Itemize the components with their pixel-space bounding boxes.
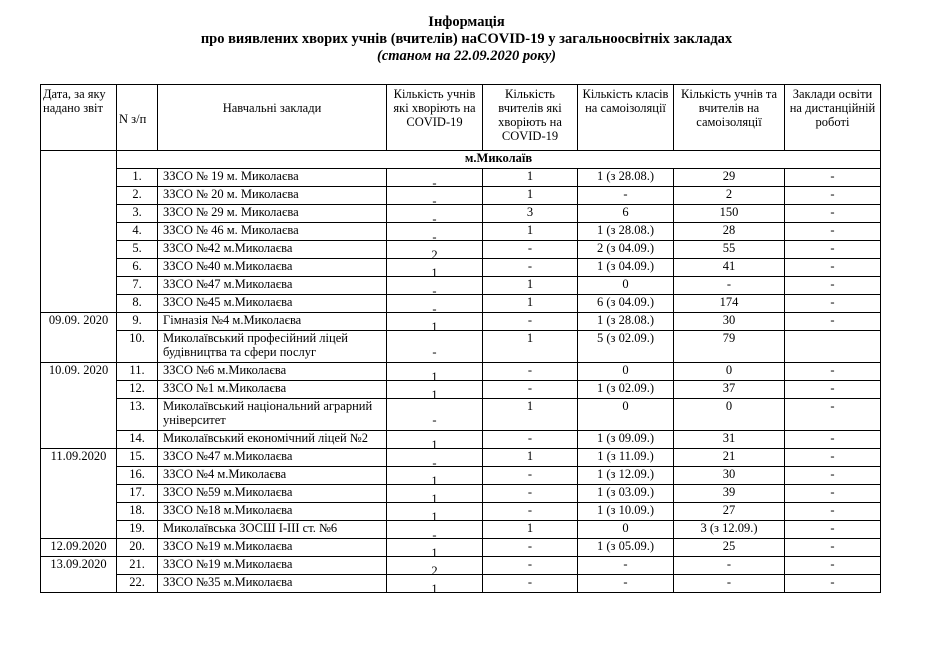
students-sick-value: -: [432, 229, 437, 244]
header-people-isolated: Кількість учнів та вчителів на самоізоляції: [674, 85, 785, 151]
row-number: 19.: [117, 521, 158, 539]
row-number: 7.: [117, 277, 158, 295]
school-name: ЗЗСО №19 м.Миколаєва: [158, 539, 387, 557]
people-isolated-cell: 28: [674, 223, 785, 241]
students-sick-value: -: [432, 455, 437, 470]
row-number: 22.: [117, 575, 158, 593]
table-row: [41, 521, 881, 539]
school-name: ЗЗСО № 46 м. Миколаєва: [158, 223, 387, 241]
distance-cell: -: [785, 277, 881, 295]
table-row: [41, 277, 881, 295]
city-row: [41, 151, 881, 169]
people-isolated-cell: 30: [674, 467, 785, 485]
row-number: 3.: [117, 205, 158, 223]
row-number: 8.: [117, 295, 158, 313]
teachers-sick-cell: 3: [483, 205, 578, 223]
students-sick-value: 1: [431, 265, 438, 280]
table-row: [41, 485, 881, 503]
teachers-sick-cell: -: [483, 557, 578, 575]
date-cell: 13.09.2020: [41, 557, 117, 575]
school-name: ЗЗСО №35 м.Миколаєва: [158, 575, 387, 593]
table-row: [41, 313, 881, 331]
students-sick-value: -: [432, 283, 437, 298]
table-row: [41, 539, 881, 557]
table-row: [41, 503, 881, 521]
row-number: 21.: [117, 557, 158, 575]
people-isolated-cell: 3 (з 12.09.): [674, 521, 785, 539]
distance-cell: -: [785, 399, 881, 431]
people-isolated-cell: -: [674, 277, 785, 295]
people-isolated-cell: 37: [674, 381, 785, 399]
teachers-sick-cell: -: [483, 363, 578, 381]
people-isolated-cell: 150: [674, 205, 785, 223]
table-row: [41, 205, 881, 223]
school-name: ЗЗСО №45 м.Миколаєва: [158, 295, 387, 313]
row-number: 14.: [117, 431, 158, 449]
table-row: [41, 467, 881, 485]
table-row: [41, 363, 881, 381]
students-sick-value: 1: [431, 369, 438, 384]
distance-cell: -: [785, 381, 881, 399]
classes-isolated-cell: 1 (з 12.09.): [578, 467, 674, 485]
school-name: Гімназія №4 м.Миколаєва: [158, 313, 387, 331]
students-sick-value: 1: [431, 437, 438, 452]
table-row: [41, 399, 881, 431]
distance-cell: [785, 331, 881, 363]
people-isolated-cell: 2: [674, 187, 785, 205]
date-cell: 09.09. 2020: [41, 313, 117, 331]
school-name: ЗЗСО №40 м.Миколаєва: [158, 259, 387, 277]
table-row: [41, 223, 881, 241]
table-row: [41, 431, 881, 449]
table-row: [41, 187, 881, 205]
date-cell: [41, 431, 117, 449]
teachers-sick-cell: -: [483, 431, 578, 449]
header-teachers-sick: Кількість вчителів які хворіють на COVID-19: [483, 85, 578, 151]
teachers-sick-cell: -: [483, 313, 578, 331]
school-name: ЗЗСО №4 м.Миколаєва: [158, 467, 387, 485]
students-sick-value: 1: [431, 545, 438, 560]
row-number: 2.: [117, 187, 158, 205]
distance-cell: -: [785, 431, 881, 449]
school-name: ЗЗСО № 29 м. Миколаєва: [158, 205, 387, 223]
table-header-row: [41, 85, 881, 151]
row-number: 9.: [117, 313, 158, 331]
school-name: ЗЗСО №47 м.Миколаєва: [158, 449, 387, 467]
date-cell: [41, 241, 117, 259]
school-name: Миколаївський професійний ліцей будівництва та сфери послуг: [158, 331, 387, 363]
teachers-sick-cell: 1: [483, 521, 578, 539]
school-name: ЗЗСО №42 м.Миколаєва: [158, 241, 387, 259]
distance-cell: -: [785, 557, 881, 575]
students-sick-value: -: [432, 301, 437, 316]
date-cell: [41, 575, 117, 593]
distance-cell: -: [785, 467, 881, 485]
table-row: [41, 169, 881, 187]
row-number: 10.: [117, 331, 158, 363]
row-number: 4.: [117, 223, 158, 241]
row-number: 13.: [117, 399, 158, 431]
row-number: 16.: [117, 467, 158, 485]
table-row: [41, 331, 881, 363]
date-cell: 12.09.2020: [41, 539, 117, 557]
students-sick-value: 2: [431, 563, 438, 578]
people-isolated-cell: 55: [674, 241, 785, 259]
date-cell: [41, 467, 117, 485]
classes-isolated-cell: 2 (з 04.09.): [578, 241, 674, 259]
row-number: 1.: [117, 169, 158, 187]
classes-isolated-cell: 1 (з 03.09.): [578, 485, 674, 503]
distance-cell: -: [785, 449, 881, 467]
school-name: Миколаївський національний аграрний університет: [158, 399, 387, 431]
classes-isolated-cell: 6 (з 04.09.): [578, 295, 674, 313]
students-sick-cell: [387, 399, 483, 431]
row-number: 15.: [117, 449, 158, 467]
date-cell: 10.09. 2020: [41, 363, 117, 381]
people-isolated-cell: 29: [674, 169, 785, 187]
students-sick-cell: [387, 169, 483, 190]
school-name: ЗЗСО №18 м.Миколаєва: [158, 503, 387, 521]
students-sick-cell: [387, 363, 483, 384]
teachers-sick-cell: 1: [483, 187, 578, 205]
school-name: ЗЗСО №1 м.Миколаєва: [158, 381, 387, 399]
distance-cell: -: [785, 363, 881, 381]
teachers-sick-cell: 1: [483, 449, 578, 467]
distance-cell: -: [785, 539, 881, 557]
teachers-sick-cell: -: [483, 241, 578, 259]
people-isolated-cell: 27: [674, 503, 785, 521]
school-name: ЗЗСО № 19 м. Миколаєва: [158, 169, 387, 187]
table-row: [41, 259, 881, 277]
date-cell: [41, 381, 117, 399]
distance-cell: -: [785, 575, 881, 593]
teachers-sick-cell: 1: [483, 277, 578, 295]
teachers-sick-cell: -: [483, 485, 578, 503]
people-isolated-cell: -: [674, 575, 785, 593]
students-sick-value: 1: [431, 473, 438, 488]
header-distance: Заклади освіти на дистанційній роботі: [785, 85, 881, 151]
table-row: [41, 241, 881, 259]
students-sick-value: 1: [431, 509, 438, 524]
classes-isolated-cell: 1 (з 28.08.): [578, 169, 674, 187]
header-num: N з/п: [117, 85, 158, 151]
distance-cell: -: [785, 205, 881, 223]
classes-isolated-cell: -: [578, 557, 674, 575]
document-title: [0, 14, 933, 65]
date-cell: [41, 521, 117, 539]
teachers-sick-cell: -: [483, 575, 578, 593]
header-classes-isolated: Кількість класів на самоізоляції: [578, 85, 674, 151]
classes-isolated-cell: 6: [578, 205, 674, 223]
students-sick-value: -: [432, 344, 437, 359]
classes-isolated-cell: -: [578, 575, 674, 593]
distance-cell: -: [785, 259, 881, 277]
students-sick-value: 1: [431, 319, 438, 334]
classes-isolated-cell: 1 (з 04.09.): [578, 259, 674, 277]
distance-cell: -: [785, 503, 881, 521]
students-sick-value: 1: [431, 581, 438, 596]
distance-cell: -: [785, 187, 881, 205]
row-number: 20.: [117, 539, 158, 557]
people-isolated-cell: -: [674, 557, 785, 575]
classes-isolated-cell: 1 (з 02.09.): [578, 381, 674, 399]
date-cell: [41, 295, 117, 313]
classes-isolated-cell: -: [578, 187, 674, 205]
students-sick-value: -: [432, 175, 437, 190]
classes-isolated-cell: 1 (з 05.09.): [578, 539, 674, 557]
distance-cell: -: [785, 485, 881, 503]
date-cell: [41, 169, 117, 187]
title-line-2: про виявлених хворих учнів (вчителів) наCOVID-19 у загальноосвітніх закладах: [200, 31, 733, 47]
title-date-line: (станом на 22.09.2020 року): [376, 48, 556, 64]
people-isolated-cell: 39: [674, 485, 785, 503]
school-name: ЗЗСО №47 м.Миколаєва: [158, 277, 387, 295]
teachers-sick-cell: -: [483, 539, 578, 557]
row-number: 11.: [117, 363, 158, 381]
distance-cell: -: [785, 521, 881, 539]
people-isolated-cell: 31: [674, 431, 785, 449]
date-cell: [41, 399, 117, 431]
classes-isolated-cell: 0: [578, 363, 674, 381]
teachers-sick-cell: 1: [483, 399, 578, 431]
teachers-sick-cell: 1: [483, 331, 578, 363]
students-sick-value: 2: [431, 247, 438, 262]
school-name: ЗЗСО №6 м.Миколаєва: [158, 363, 387, 381]
teachers-sick-cell: -: [483, 503, 578, 521]
school-name: Миколаївський економічний ліцей №2: [158, 431, 387, 449]
header-students-sick: Кількість учнів які хворіють на COVID-19: [387, 85, 483, 151]
date-cell: 11.09.2020: [41, 449, 117, 467]
table-row: [41, 575, 881, 593]
teachers-sick-cell: 1: [483, 295, 578, 313]
date-cell: [41, 259, 117, 277]
date-cell: [41, 331, 117, 363]
teachers-sick-cell: -: [483, 259, 578, 277]
people-isolated-cell: 0: [674, 399, 785, 431]
school-name: Миколаївська ЗОСШ І-ІІІ ст. №6: [158, 521, 387, 539]
people-isolated-cell: 30: [674, 313, 785, 331]
table-row: [41, 381, 881, 399]
people-isolated-cell: 79: [674, 331, 785, 363]
people-isolated-cell: 0: [674, 363, 785, 381]
classes-isolated-cell: 1 (з 11.09.): [578, 449, 674, 467]
school-name: ЗЗСО №19 м.Миколаєва: [158, 557, 387, 575]
students-sick-value: -: [432, 527, 437, 542]
date-cell: [41, 223, 117, 241]
date-cell: [41, 187, 117, 205]
students-sick-cell: [387, 431, 483, 452]
distance-cell: -: [785, 313, 881, 331]
date-cell: [41, 485, 117, 503]
title-line-1: Інформація: [428, 14, 505, 30]
row-number: 17.: [117, 485, 158, 503]
header-school: Навчальні заклади: [158, 85, 387, 151]
students-sick-value: -: [432, 412, 437, 427]
date-cell: [41, 205, 117, 223]
teachers-sick-cell: -: [483, 467, 578, 485]
people-isolated-cell: 25: [674, 539, 785, 557]
distance-cell: -: [785, 223, 881, 241]
distance-cell: -: [785, 295, 881, 313]
header-date: Дата, за яку надано звіт: [41, 85, 117, 151]
classes-isolated-cell: 1 (з 28.08.): [578, 223, 674, 241]
date-cell: [41, 503, 117, 521]
people-isolated-cell: 21: [674, 449, 785, 467]
students-sick-value: 1: [431, 387, 438, 402]
distance-cell: -: [785, 241, 881, 259]
row-number: 12.: [117, 381, 158, 399]
row-number: 5.: [117, 241, 158, 259]
date-cell: [41, 277, 117, 295]
classes-isolated-cell: 1 (з 10.09.): [578, 503, 674, 521]
classes-isolated-cell: 1 (з 09.09.): [578, 431, 674, 449]
row-number: 6.: [117, 259, 158, 277]
students-sick-cell: [387, 331, 483, 363]
table-row: [41, 449, 881, 467]
students-sick-value: -: [432, 193, 437, 208]
teachers-sick-cell: 1: [483, 169, 578, 187]
students-sick-value: 1: [431, 491, 438, 506]
table-row: [41, 557, 881, 575]
city-label: м.Миколаїв: [117, 151, 881, 169]
school-name: ЗЗСО № 20 м. Миколаєва: [158, 187, 387, 205]
row-number: 18.: [117, 503, 158, 521]
teachers-sick-cell: 1: [483, 223, 578, 241]
people-isolated-cell: 41: [674, 259, 785, 277]
classes-isolated-cell: 0: [578, 277, 674, 295]
school-name: ЗЗСО №59 м.Миколаєва: [158, 485, 387, 503]
table-row: [41, 295, 881, 313]
distance-cell: -: [785, 169, 881, 187]
classes-isolated-cell: 1 (з 28.08.): [578, 313, 674, 331]
people-isolated-cell: 174: [674, 295, 785, 313]
classes-isolated-cell: 0: [578, 521, 674, 539]
students-sick-value: -: [432, 211, 437, 226]
covid-report-table: [40, 84, 881, 596]
teachers-sick-cell: -: [483, 381, 578, 399]
classes-isolated-cell: 0: [578, 399, 674, 431]
classes-isolated-cell: 5 (з 02.09.): [578, 331, 674, 363]
